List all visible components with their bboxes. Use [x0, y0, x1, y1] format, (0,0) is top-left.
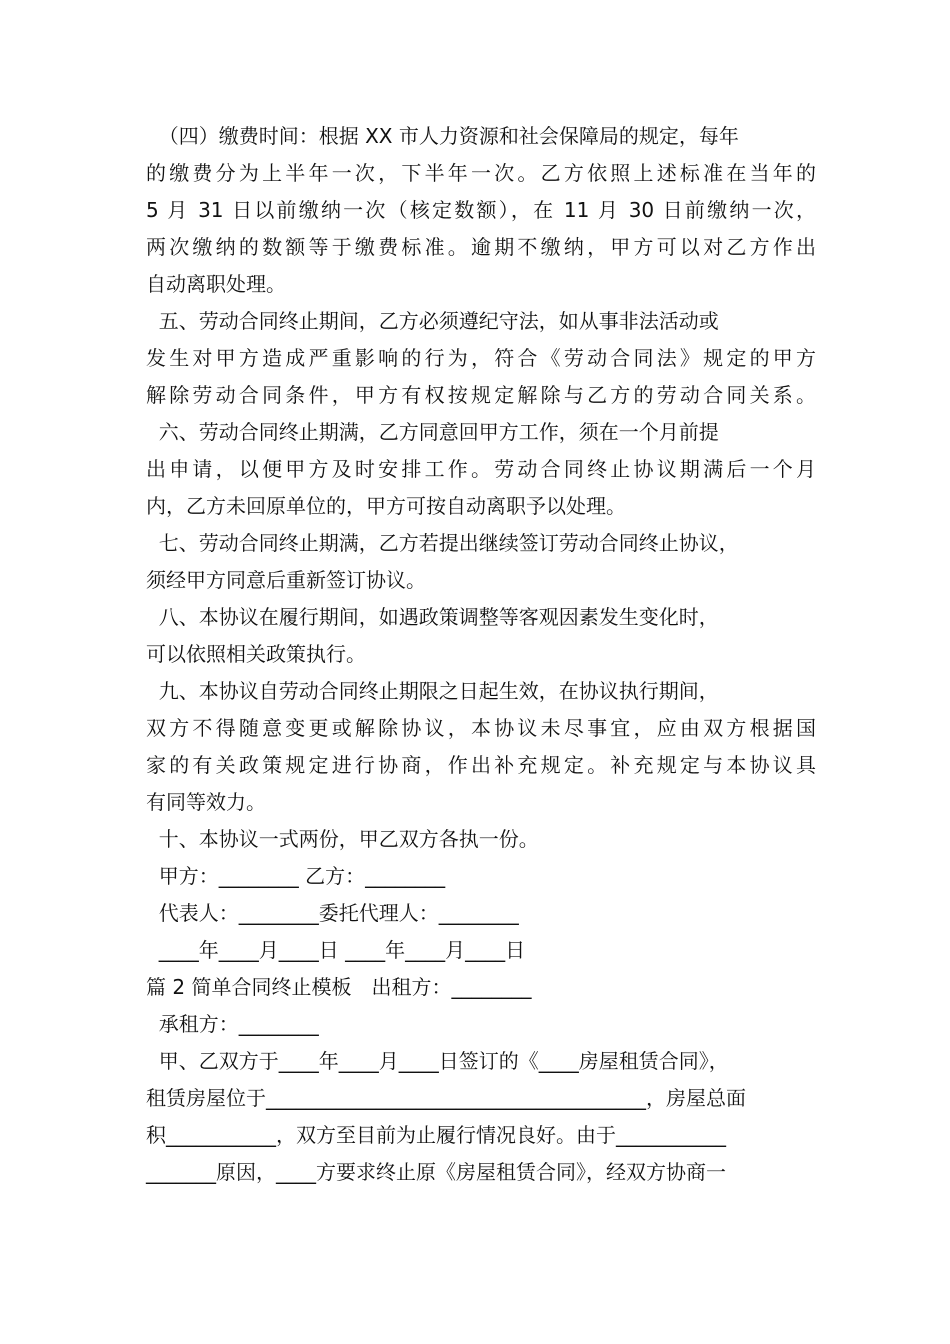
text-line: 5 月 31 日以前缴纳一次（核定数额），在 11 月 30 日前缴纳一次，: [146, 198, 816, 222]
text-line: 积___________，双方至目前为止履行情况良好。由于___________: [146, 1123, 726, 1147]
text-line: 甲、乙双方于____年____月____日签订的《____房屋租赁合同》，: [146, 1049, 729, 1073]
text-line: 九、本协议自劳动合同终止期限之日起生效，在协议执行期间，: [146, 679, 719, 703]
text-line: 发生对甲方造成严重影响的行为，符合《劳动合同法》规定的甲方: [146, 346, 816, 370]
text-line: 五、劳动合同终止期间，乙方必须遵纪守法，如从事非法活动或: [146, 309, 719, 333]
document-body: [146, 118, 816, 1191]
text-line: 有同等效力。: [146, 790, 266, 814]
text-line: （四）缴费时间：根据 XX 市人力资源和社会保障局的规定，每年: [146, 124, 739, 148]
text-line: 可以依照相关政策执行。: [146, 642, 366, 666]
text-line: 须经甲方同意后重新签订协议。: [146, 568, 426, 592]
text-line: 解除劳动合同条件，甲方有权按规定解除与乙方的劳动合同关系。: [146, 383, 816, 407]
text-line: 自动离职处理。: [146, 272, 286, 296]
text-line: 十、本协议一式两份，甲乙双方各执一份。: [146, 827, 539, 851]
section-heading: 篇 2 简单合同终止模板 出租方：________: [146, 975, 532, 999]
text-line: 内，乙方未回原单位的，甲方可按自动离职予以处理。: [146, 494, 626, 518]
text-line: 的缴费分为上半年一次，下半年一次。乙方依照上述标准在当年的: [146, 161, 816, 185]
signature-line-representatives: 代表人：________委托代理人：________: [146, 901, 519, 925]
signature-line-dates: ____年____月____日 ____年____月____日: [146, 938, 526, 962]
text-line: 家的有关政策规定进行协商，作出补充规定。补充规定与本协议具: [146, 753, 816, 777]
text-line: _______原因，____方要求终止原《房屋租赁合同》，经双方协商一: [146, 1160, 726, 1184]
text-line: 双方不得随意变更或解除协议，本协议未尽事宜，应由双方根据国: [146, 716, 816, 740]
text-line: 出申请，以便甲方及时安排工作。劳动合同终止协议期满后一个月: [146, 457, 816, 481]
text-line: 六、劳动合同终止期满，乙方同意回甲方工作，须在一个月前提: [146, 420, 719, 444]
text-line: 八、本协议在履行期间，如遇政策调整等客观因素发生变化时，: [146, 605, 719, 629]
text-line: 两次缴纳的数额等于缴费标准。逾期不缴纳，甲方可以对乙方作出: [146, 235, 816, 259]
text-line: 承租方：________: [146, 1012, 319, 1036]
text-line: 租赁房屋位于______________________________________，房屋总面: [146, 1086, 746, 1110]
signature-line-party-a-b: 甲方：________ 乙方：________: [146, 864, 446, 888]
text-line: 七、劳动合同终止期满，乙方若提出继续签订劳动合同终止协议，: [146, 531, 739, 555]
